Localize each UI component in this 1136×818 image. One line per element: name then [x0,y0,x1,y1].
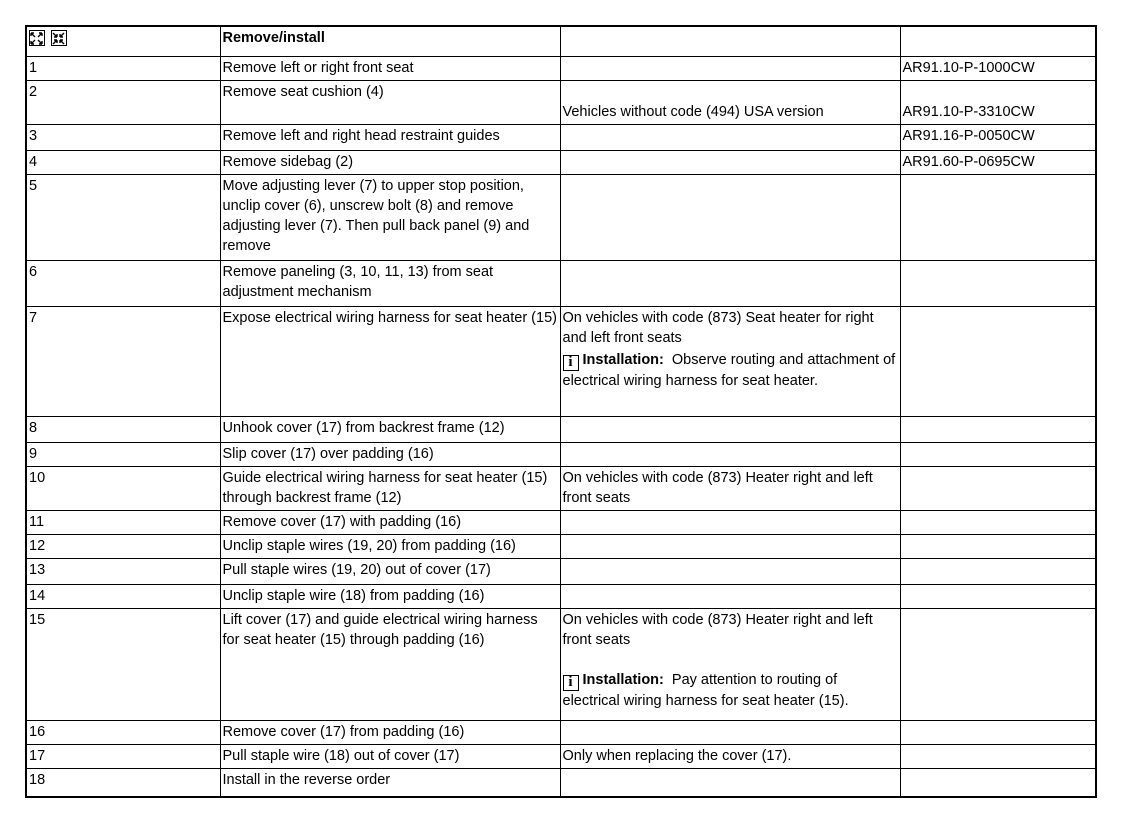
step-text: Remove left and right head restraint guides [220,125,560,151]
table-row [26,609,1096,721]
step-text: Remove seat cushion (4) [220,81,560,125]
step-note [560,443,900,467]
step-reference [900,307,1096,417]
collapse-icon[interactable] [51,30,67,46]
step-reference[interactable]: AR91.60-P-0695CW [900,151,1096,175]
table-row [26,535,1096,559]
step-note [560,511,900,535]
table-row [26,769,1096,797]
expand-icon[interactable] [29,30,45,46]
step-text: Unclip staple wires (19, 20) from padding (16) [220,535,560,559]
note-text: On vehicles with code (873) Seat heater for right and left front seats [562,310,874,346]
step-text: Remove cover (17) from padding (16) [220,721,560,745]
step-reference[interactable] [900,81,1096,125]
header-empty-cell [560,26,900,57]
installation-note [563,670,898,711]
step-note [560,261,900,307]
table-row [26,559,1096,585]
table-row [26,745,1096,769]
step-note [560,175,900,261]
step-note [560,585,900,609]
step-number: 3 [26,125,220,151]
table-row [26,307,1096,417]
table-row [26,511,1096,535]
step-reference [900,559,1096,585]
step-text: Move adjusting lever (7) to upper stop position, unclip cover (6), unscrew bolt (8) and remove adjusting lever (7). Then pull back panel (9) and remove [220,175,560,261]
reference-link[interactable]: AR91.10-P-3310CW [902,104,1035,120]
step-number: 15 [26,609,220,721]
step-note: On vehicles with code (873) Heater right and left front seats [560,467,900,511]
table-row [26,261,1096,307]
step-reference [900,175,1096,261]
installation-label: Installation: [582,352,664,368]
step-note [560,535,900,559]
step-text: Unclip staple wire (18) from padding (16) [220,585,560,609]
header-empty-cell [900,26,1096,57]
step-number: 2 [26,81,220,125]
step-note [560,81,900,125]
installation-label: Installation: [582,672,664,688]
table-row [26,81,1096,125]
step-note: Only when replacing the cover (17). [560,745,900,769]
step-reference [900,417,1096,443]
step-note [560,125,900,151]
step-reference [900,261,1096,307]
step-reference [900,721,1096,745]
step-note [560,57,900,81]
step-note [560,609,900,721]
step-text: Remove paneling (3, 10, 11, 13) from seat adjustment mechanism [220,261,560,307]
step-note [560,307,900,417]
step-text: Pull staple wires (19, 20) out of cover (17) [220,559,560,585]
step-note [560,151,900,175]
step-number: 14 [26,585,220,609]
procedure-table [25,25,1097,798]
step-text: Guide electrical wiring harness for seat heater (15) through backrest frame (12) [220,467,560,511]
installation-text: Observe routing and attachment of electrical wiring harness for seat heater. [562,352,896,389]
step-number: 18 [26,769,220,797]
step-text: Slip cover (17) over padding (16) [220,443,560,467]
table-row [26,585,1096,609]
header-icons-cell [26,26,220,57]
table-row [26,721,1096,745]
step-reference [900,443,1096,467]
step-note [560,721,900,745]
step-number: 16 [26,721,220,745]
step-text: Remove cover (17) with padding (16) [220,511,560,535]
step-number: 5 [26,175,220,261]
step-number: 12 [26,535,220,559]
table-row [26,417,1096,443]
info-icon: i [563,355,579,371]
table-header-row [26,26,1096,57]
table-row [26,57,1096,81]
step-reference[interactable]: AR91.10-P-1000CW [900,57,1096,81]
table-row [26,467,1096,511]
step-note [560,417,900,443]
step-text: Expose electrical wiring harness for seat heater (15) [220,307,560,417]
step-number: 10 [26,467,220,511]
header-title: Remove/install [220,26,560,57]
step-text: Install in the reverse order [220,769,560,797]
info-icon: i [563,675,579,691]
table-row [26,443,1096,467]
installation-text: Pay attention to routing of electrical wiring harness for seat heater (15). [562,672,849,709]
step-note [560,559,900,585]
step-reference [900,511,1096,535]
step-text: Remove sidebag (2) [220,151,560,175]
step-text: Unhook cover (17) from backrest frame (12) [220,417,560,443]
step-number: 1 [26,57,220,81]
table-row [26,151,1096,175]
step-reference[interactable]: AR91.16-P-0050CW [900,125,1096,151]
installation-note [563,350,898,391]
step-reference [900,467,1096,511]
step-text: Remove left or right front seat [220,57,560,81]
step-note [560,769,900,797]
step-reference [900,585,1096,609]
note-text: On vehicles with code (873) Heater right and left front seats [562,612,873,648]
note-text: Vehicles without code (494) USA version [562,104,824,120]
step-number: 11 [26,511,220,535]
step-text: Lift cover (17) and guide electrical wiring harness for seat heater (15) through padding (16) [220,609,560,721]
step-reference [900,745,1096,769]
step-number: 8 [26,417,220,443]
step-reference [900,769,1096,797]
step-text: Pull staple wire (18) out of cover (17) [220,745,560,769]
table-row [26,175,1096,261]
table-row [26,125,1096,151]
step-reference [900,609,1096,721]
step-number: 6 [26,261,220,307]
step-number: 13 [26,559,220,585]
step-number: 4 [26,151,220,175]
step-reference [900,535,1096,559]
step-number: 9 [26,443,220,467]
step-number: 17 [26,745,220,769]
step-number: 7 [26,307,220,417]
